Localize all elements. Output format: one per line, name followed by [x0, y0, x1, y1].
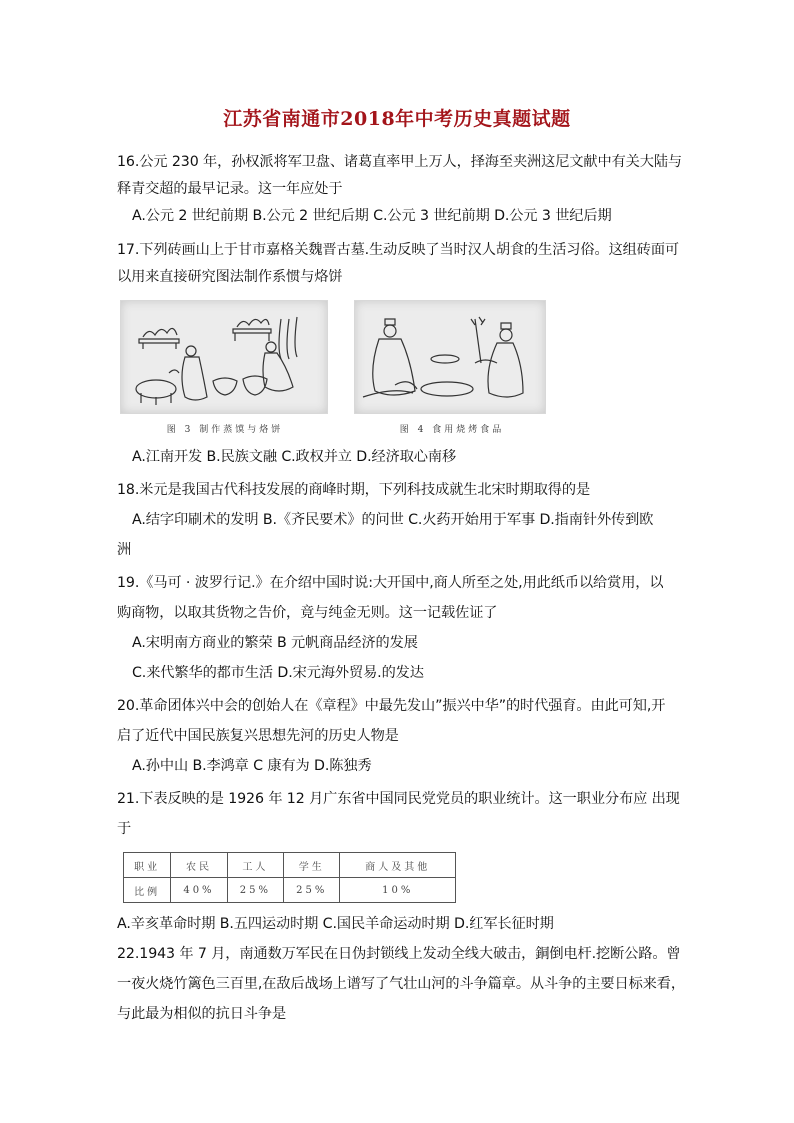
table-cell: 25% — [227, 878, 283, 903]
question-16-text-line-1: 16.公元 230 年，孙权派将军卫盘、诸葛直率甲上万人，择海至夹洲这尼文献中有关大陆与 — [117, 154, 683, 170]
question-22-text-line-3: 与此最为相似的抗日斗争是 — [117, 1006, 287, 1022]
question-17-text-line-1: 17.下列砖画山上于甘市嘉格关魏晋古墓.生动反映了当时汉人胡食的生活习俗。这组砖面可 — [117, 242, 680, 258]
question-19-text-line-1: 19.《马可 · 波罗行记.》在介绍中国时说:大开国中,商人所至之处,用此纸币以给赏用，以 — [117, 575, 664, 591]
question-16-options: A.公元 2 世纪前期 B.公元 2 世纪后期 C.公元 3 世纪前期 D.公元 3 世纪后期 — [132, 208, 612, 224]
table-header-cell: 农民 — [171, 853, 227, 878]
question-18-options-continuation: 洲 — [117, 542, 132, 558]
question-21-text-line-2: 于 — [117, 821, 132, 837]
question-17-figures — [120, 300, 550, 440]
question-18-text-line-1: 18.米元是我国古代科技发展的商峰时期，下列科技成就生北宋时期取得的是 — [117, 482, 591, 498]
figure-4-illustration-icon — [355, 301, 545, 413]
table-header-cell: 商人及其他 — [340, 853, 456, 878]
figure-4-caption: 图 4 食用烧烤食品 — [399, 425, 505, 435]
question-22-text-line-2: 一夜火烧竹篱色三百里,在敌后战场上谱写了气壮山河的斗争篇章。从斗争的主要日标来看， — [117, 976, 685, 992]
table-cell: 10% — [340, 878, 456, 903]
figure-4-brick-painting — [354, 300, 546, 414]
question-19-text-line-2: 购商物，以取其货物之告价，竟与纯金无则。这一记载佐证了 — [117, 605, 498, 621]
question-18-options: A.结字印刷术的发明 B.《齐民要术》的问世 C.火药开始用于军事 D.指南针外传到欧 — [132, 512, 654, 528]
figure-3 — [120, 300, 330, 440]
figure-4 — [354, 300, 550, 440]
question-17-options: A.江南开发 B.民族文融 C.政权并立 D.经济取心南移 — [132, 449, 457, 465]
occupation-table — [123, 852, 456, 903]
question-16-text-line-2: 释青交超的最早记录。这一年应处于 — [117, 181, 343, 197]
question-20-text-line-1: 20.革命团体兴中会的创始人在《章程》中最先发山”振兴中华”的时代强育。由此可知,开 — [117, 698, 666, 714]
table-header-cell: 工人 — [227, 853, 283, 878]
question-21-options: A.辛亥革命时期 B.五四运动时期 C.国民羊命运动时期 D.红军长征时期 — [117, 916, 554, 932]
question-20-text-line-2: 启了近代中国民族复兴思想先河的历史人物是 — [117, 728, 399, 744]
table-header-cell: 职业 — [124, 853, 171, 878]
question-22-text-line-1: 22.1943 年 7 月，南通数万军民在日伪封锁线上发动全线大破击，銅倒电杆.挖断公路。曾 — [117, 946, 681, 962]
table-header-row — [124, 853, 456, 878]
table-header-cell: 学生 — [284, 853, 340, 878]
figure-3-caption: 图 3 制作蒸馍与烙饼 — [166, 425, 284, 435]
table-row — [124, 878, 456, 903]
question-19-options-line-1: A.宋明南方商业的繁荣 B 元帆商品经济的发展 — [132, 635, 418, 651]
question-17-text-line-2: 以用来直接研究图法制作系惯与烙饼 — [117, 269, 343, 285]
question-19-options-line-2: C.来代繁华的都市生活 D.宋元海外贸易.的发达 — [132, 665, 424, 681]
table-cell: 比例 — [124, 878, 171, 903]
table-cell: 25% — [284, 878, 340, 903]
figure-3-brick-painting — [120, 300, 328, 414]
page-title: 江苏省南通市2018年中考历史真题试题 — [223, 108, 571, 130]
table-cell: 40% — [171, 878, 227, 903]
figure-3-illustration-icon — [121, 301, 327, 413]
question-20-options: A.孙中山 B.李鸿章 C 康有为 D.陈独秀 — [132, 758, 372, 774]
question-21-text-line-1: 21.下表反映的是 1926 年 12 月广东省中国同民党党员的职业统计。这一职业分布应 出现 — [117, 791, 680, 807]
